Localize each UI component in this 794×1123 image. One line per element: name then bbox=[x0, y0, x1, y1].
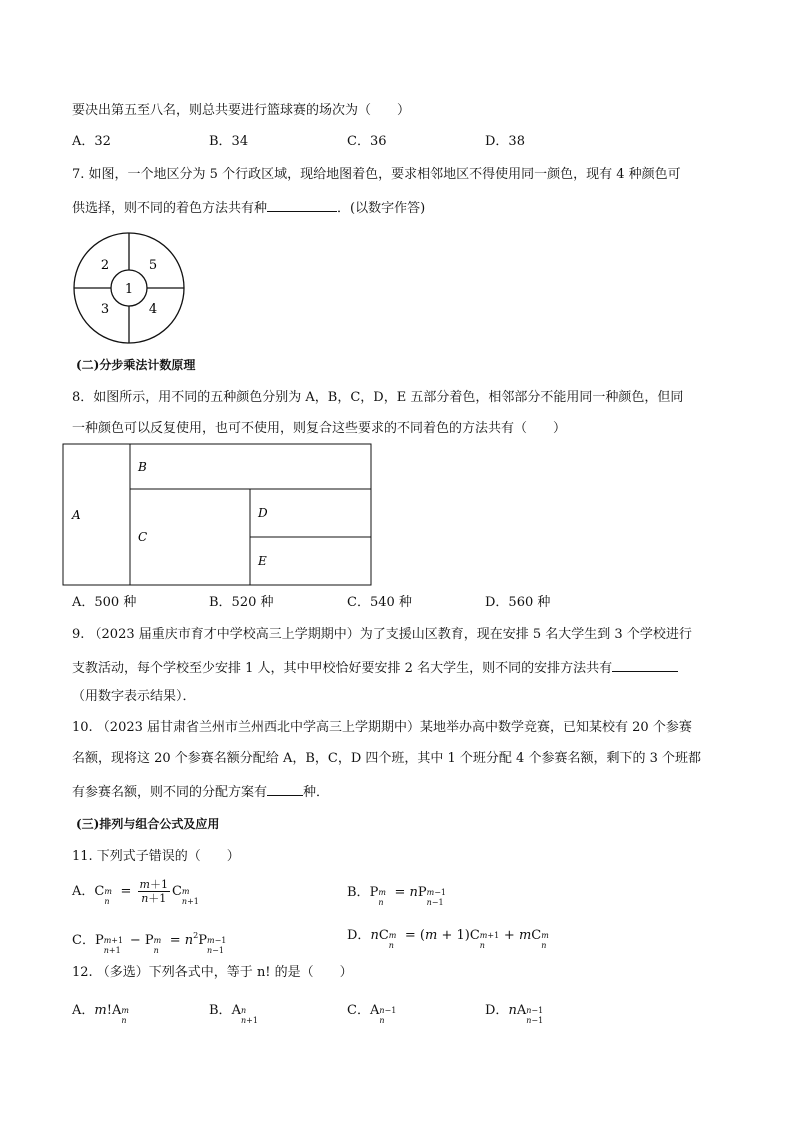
q11-text: 11. 下列式子错误的（ ） bbox=[72, 849, 240, 864]
q8-option-c: C．540 种 bbox=[347, 595, 412, 610]
q6-option-b: B．34 bbox=[209, 134, 249, 149]
q8-option-b: B．520 种 bbox=[209, 595, 274, 610]
region-4-label: 4 bbox=[148, 302, 158, 317]
q6-option-c: C．36 bbox=[347, 134, 387, 149]
q9-line2-text: 支教活动，每个学校至少安排 1 人，其中甲校恰好要安排 2 名大学生，则不同的安排方法共有 bbox=[72, 661, 613, 676]
q10-line2: 名额，现将这 20 个参赛名额分配给 A，B，C，D 四个班，其中 1 个班分配 4 个参赛名额，剩下的 3 个班都 bbox=[72, 751, 701, 766]
q12-option-b: B．A n n+1 bbox=[209, 1003, 258, 1025]
q8-line1: 8．如图所示，用不同的五种颜色分别为 A，B，C，D，E 五部分着色，相邻部分不能用同一种颜色，但同 bbox=[72, 390, 684, 405]
q12-text: 12. （多选）下列各式中，等于 n! 的是（ ） bbox=[72, 965, 353, 980]
q8-color-diagram bbox=[62, 443, 374, 588]
q7-answer-blank bbox=[267, 197, 337, 212]
section-2-heading: (二)分步乘法计数原理 bbox=[76, 358, 196, 372]
q6-option-a: A．32 bbox=[72, 134, 111, 149]
q9-line2 bbox=[72, 657, 678, 678]
q11-option-b: B．P m n = nP m−1 n−1 bbox=[347, 885, 446, 907]
q10-line3 bbox=[72, 781, 329, 802]
q6-option-d: D．38 bbox=[485, 134, 525, 149]
section-3-heading: (三)排列与组合公式及应用 bbox=[76, 817, 220, 831]
q11-option-c: C．P m+1 n+1 − P m n = $n^2P$ m−1 n−1 bbox=[72, 931, 227, 955]
q12-option-d: D．nA n−1 n−1 bbox=[485, 1003, 544, 1025]
q10-line3-suffix: 种． bbox=[303, 785, 330, 800]
part-c-label: C bbox=[138, 530, 148, 544]
q12-option-a: A．m!A m n bbox=[72, 1003, 129, 1025]
q10-line3-text: 有参赛名额，则不同的分配方案有 bbox=[72, 785, 268, 800]
q9-line1: 9. （2023 届重庆市育才中学校高三上学期期中）为了支援山区教育，现在安排 5 名大学生到 3 个学校进行 bbox=[72, 627, 692, 642]
part-b-label: B bbox=[138, 460, 147, 474]
q8-option-a: A．500 种 bbox=[72, 595, 137, 610]
q7-region-map bbox=[72, 231, 186, 345]
q11-option-a: A．C m n = $\frac{m+1}{n+1}$ C m n+1 bbox=[72, 878, 199, 906]
region-3-label: 3 bbox=[100, 302, 110, 317]
q11-option-d: D．nC m n = (m + 1)C m+1 n + mC m n bbox=[347, 928, 549, 950]
q8-line2: 一种颜色可以反复使用，也可不使用，则复合这些要求的不同着色的方法共有（ ） bbox=[72, 421, 567, 436]
region-1-label: 1 bbox=[124, 282, 134, 297]
q8-option-d: D．560 种 bbox=[485, 595, 551, 610]
q7-line2-suffix: ．(以数字作答) bbox=[337, 201, 426, 216]
q7-line1: 7. 如图，一个地区分为 5 个行政区域，现给地图着色，要求相邻地区不得使用同一颜色，现有 4 种颜色可 bbox=[72, 167, 681, 182]
q9-line3: （用数字表示结果）． bbox=[72, 689, 196, 704]
q12-option-c: C．A n−1 n bbox=[347, 1003, 397, 1025]
q7-line2-text: 供选择，则不同的着色方法共有种 bbox=[72, 201, 268, 216]
part-a-label: A bbox=[72, 508, 81, 522]
q6-text: 要决出第五至八名，则总共要进行篮球赛的场次为（ ） bbox=[72, 103, 411, 118]
q10-answer-blank bbox=[267, 781, 303, 796]
part-e-label: E bbox=[258, 554, 267, 568]
region-2-label: 2 bbox=[100, 258, 110, 273]
part-d-label: D bbox=[258, 506, 268, 520]
q7-line2 bbox=[72, 197, 425, 218]
q10-line1: 10. （2023 届甘肃省兰州市兰州西北中学高三上学期期中）某地举办高中数学竞赛，已知某校有 20 个参赛 bbox=[72, 720, 692, 735]
region-5-label: 5 bbox=[148, 258, 158, 273]
q9-answer-blank bbox=[612, 657, 678, 672]
